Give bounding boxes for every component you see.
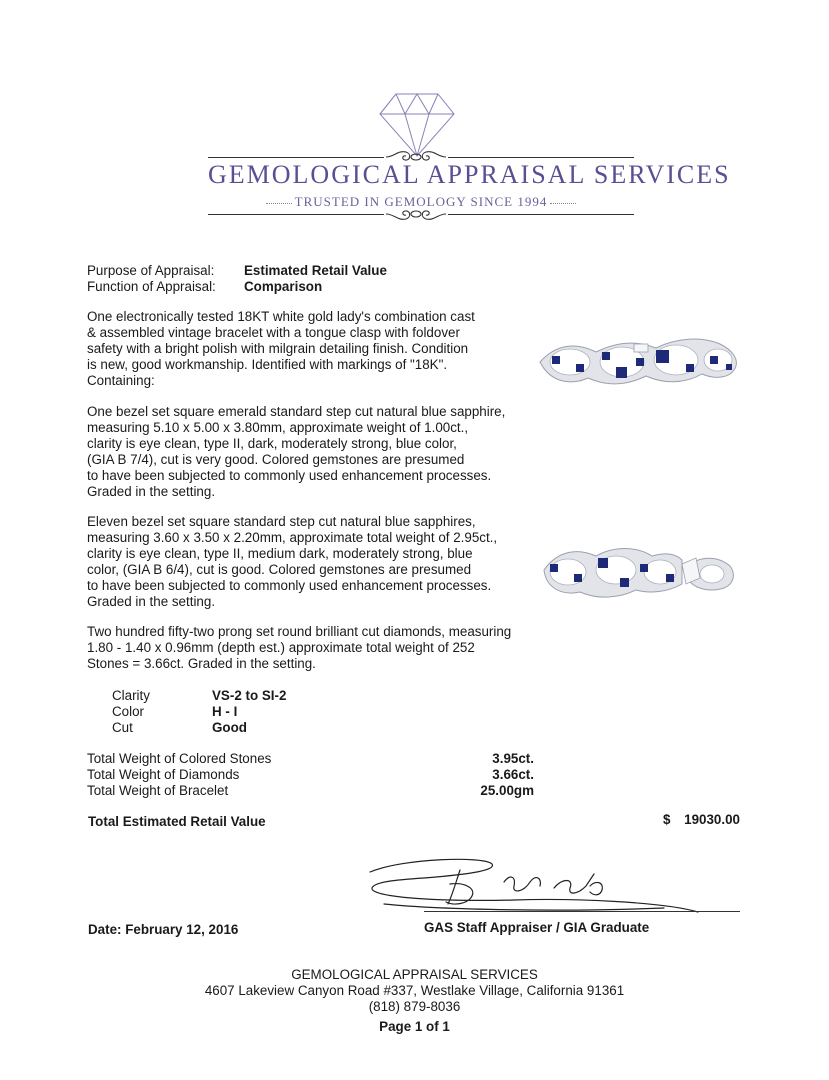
- purpose-label: Purpose of Appraisal:: [87, 263, 215, 278]
- bracelet-photo-top: [536, 322, 742, 402]
- grading-cut-value: Good: [212, 720, 247, 735]
- weight-colored-stones-value: 3.95ct.: [492, 751, 534, 766]
- function-label: Function of Appraisal:: [87, 279, 216, 294]
- weight-bracelet-value: 25.00gm: [480, 783, 534, 798]
- bracelet-photo-bottom: [540, 534, 738, 612]
- header-rule-bottom-right: [448, 214, 634, 215]
- footer-company: GEMOLOGICAL APPRAISAL SERVICES: [291, 967, 538, 982]
- header-rule-bottom-left: [208, 214, 384, 215]
- header-rule-top-left: [208, 157, 384, 158]
- function-value: Comparison: [244, 279, 323, 294]
- grading-clarity-label: Clarity: [112, 688, 150, 703]
- appraisal-date: Date: February 12, 2016: [88, 922, 239, 937]
- weight-colored-stones-label: Total Weight of Colored Stones: [87, 751, 272, 766]
- total-currency: $: [663, 812, 671, 827]
- signature-line: [424, 911, 740, 912]
- grading-cut-label: Cut: [112, 720, 133, 735]
- description-paragraph-2: One bezel set square emerald standard step cut natural blue sapphire, measuring 5.10 x 5.00 x 3.80mm, approximate weight of 1.00ct., clarity is eye clean, type II, dark, moderately strong, blue color, (GIA B 7/4), cut is very good. Colored gemstones are presumed to have been subjected to commonly used enhancement processes. Graded in the setting.: [87, 404, 506, 499]
- total-label: Total Estimated Retail Value: [88, 814, 266, 829]
- weight-bracelet-label: Total Weight of Bracelet: [87, 783, 229, 798]
- appraiser-title: GAS Staff Appraiser / GIA Graduate: [424, 920, 650, 935]
- grading-color-label: Color: [112, 704, 144, 719]
- description-paragraph-4: Two hundred fifty-two prong set round brilliant cut diamonds, measuring 1.80 - 1.40 x 0.96mm (depth est.) approximate total weight of 252 Stones = 3.66ct. Graded in the setting.: [87, 624, 512, 671]
- description-paragraph-3: Eleven bezel set square standard step cut natural blue sapphires, measuring 3.60 x 3.50 x 2.20mm, approximate total weight of 2.95ct., clarity is eye clean, type II, medium dark, moderately strong, blue color, (GIA B 6/4), cut is good. Colored gemstones are presumed to have been subjected to commonly used enhancement processes. Graded in the setting.: [87, 514, 498, 609]
- grading-color-value: H - I: [212, 704, 238, 719]
- weight-diamonds-value: 3.66ct.: [492, 767, 534, 782]
- description-paragraph-1: One electronically tested 18KT white gold lady's combination cast & assembled vintage bracelet with a tongue clasp with foldover safety with a bright polish with milgrain detailing finish. Condition is new, good workmanship. Identified with markings of "18K". Containing:: [87, 309, 475, 388]
- company-name: GEMOLOGICAL APPRAISAL SERVICES: [208, 160, 731, 189]
- total-amount: 19030.00: [684, 812, 740, 827]
- flourish-bottom-icon: [384, 203, 448, 225]
- footer-phone: (818) 879-8036: [368, 999, 461, 1014]
- signature-image: [364, 852, 704, 924]
- header-rule-top-right: [448, 157, 634, 158]
- weight-diamonds-label: Total Weight of Diamonds: [87, 767, 240, 782]
- footer-address: 4607 Lakeview Canyon Road #337, Westlake Village, California 91361: [204, 983, 625, 998]
- grading-clarity-value: VS-2 to SI-2: [212, 688, 287, 703]
- footer-page-number: Page 1 of 1: [379, 1019, 450, 1034]
- purpose-value: Estimated Retail Value: [244, 263, 387, 278]
- company-tagline: TRUSTED IN GEMOLOGY SINCE 1994: [294, 194, 548, 209]
